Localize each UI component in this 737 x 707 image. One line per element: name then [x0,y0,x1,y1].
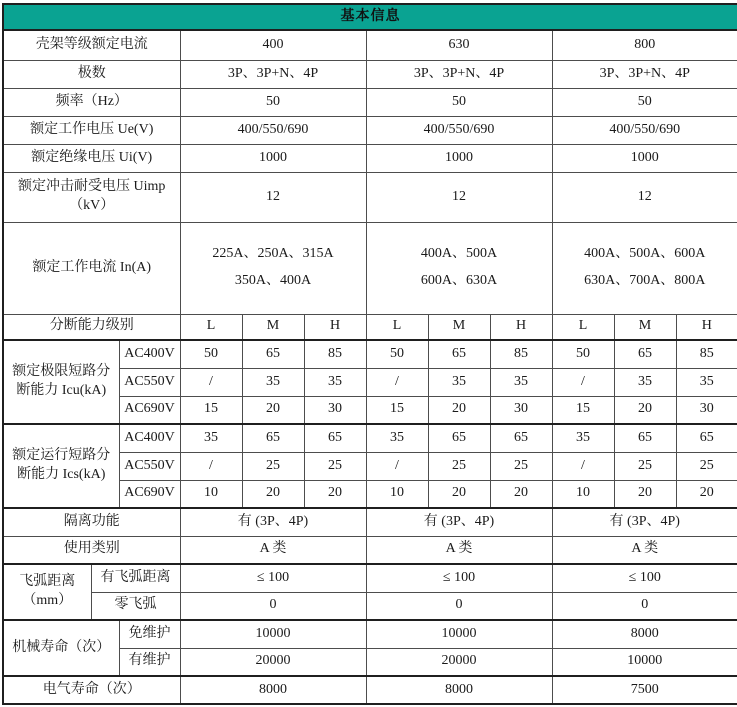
sub-label: AC400V [119,340,180,368]
cell-value: 10 [552,480,614,508]
cell-value: 10000 [552,648,737,676]
row-label: 极数 [3,60,180,88]
cell-value: 85 [304,340,366,368]
cell-value: 35 [614,368,676,396]
cell-value: 50 [552,88,737,116]
cell-value: 10000 [180,620,366,648]
cell-value: 85 [676,340,737,368]
cell-value: 7500 [552,676,737,704]
row-label: 壳架等级额定电流 [3,30,180,60]
cell-value: 8000 [180,676,366,704]
cell-value: 15 [366,396,428,424]
row-label: 额定绝缘电压 Ui(V) [3,144,180,172]
cell-value: 3P、3P+N、4P [366,60,552,88]
row-label: 额定工作电压 Ue(V) [3,116,180,144]
cell-value: 10 [180,480,242,508]
cell-value: H [490,314,552,340]
cell-value: 25 [242,452,304,480]
cell-value: 1000 [552,144,737,172]
cell-value: L [552,314,614,340]
sub-label: 有飞弧距离 [91,564,180,592]
cell-value: M [428,314,490,340]
cell-value: / [552,452,614,480]
cell-value: ≤ 100 [552,564,737,592]
row-label: 使用类别 [3,536,180,564]
row-poles [3,60,737,88]
cell-value: 65 [428,424,490,452]
cell-value: 65 [490,424,552,452]
cell-value: 50 [180,88,366,116]
row-uimp [3,172,737,222]
cell-value: 1000 [180,144,366,172]
row-label: 频率（Hz） [3,88,180,116]
cell-value: 30 [490,396,552,424]
cell-value: 20 [242,480,304,508]
cell-value: 400/550/690 [366,116,552,144]
table-title-row [3,4,737,30]
cell-value: 0 [180,592,366,620]
cell-value: 400/550/690 [552,116,737,144]
cell-value: 65 [676,424,737,452]
value-line: 400A、500A [420,246,498,262]
cell-value: / [180,368,242,396]
row-in-current [3,222,737,314]
cell-value: 20 [242,396,304,424]
row-frame-current [3,30,737,60]
row-frequency [3,88,737,116]
cell-value: H [676,314,737,340]
cell-value: 25 [676,452,737,480]
cell-value: 20 [490,480,552,508]
cell-value: 800 [552,30,737,60]
row-label: 额定工作电流 In(A) [3,222,180,314]
cell-value: 有 (3P、4P) [366,508,552,536]
cell-value: 65 [614,340,676,368]
cell-value: 1000 [366,144,552,172]
value-line: 350A、400A [234,273,312,288]
cell-value: H [304,314,366,340]
cell-value: M [614,314,676,340]
cell-value: 3P、3P+N、4P [180,60,366,88]
cell-value: 12 [366,172,552,222]
row-ics-ac400 [3,424,737,452]
cell-value [552,222,737,314]
cell-value: 有 (3P、4P) [180,508,366,536]
row-category [3,536,737,564]
sub-label: AC400V [119,424,180,452]
row-label: 电气寿命（次） [3,676,180,704]
cell-value: 25 [614,452,676,480]
sub-label: 有维护 [119,648,180,676]
cell-value: 15 [180,396,242,424]
cell-value: 400 [180,30,366,60]
cell-value: 有 (3P、4P) [552,508,737,536]
row-label: 额定极限短路分断能力 Icu(kA) [3,340,119,424]
cell-value: 20 [676,480,737,508]
cell-value: / [366,368,428,396]
cell-value: 35 [242,368,304,396]
cell-value: 20 [428,396,490,424]
cell-value: 3P、3P+N、4P [552,60,737,88]
cell-value: 15 [552,396,614,424]
basic-info-table [2,3,737,705]
cell-value: 20 [614,396,676,424]
row-arc-zero [3,592,737,620]
sub-label: 免维护 [119,620,180,648]
row-label: 分断能力级别 [3,314,180,340]
cell-value: A 类 [552,536,737,564]
cell-value: 35 [676,368,737,396]
row-elec-life [3,676,737,704]
row-isolation [3,508,737,536]
row-icu-ac400 [3,340,737,368]
cell-value: ≤ 100 [180,564,366,592]
cell-value: 85 [490,340,552,368]
value-line: 630A、700A、800A [584,273,706,288]
cell-value: 50 [552,340,614,368]
sub-label: AC690V [119,396,180,424]
sub-label: AC690V [119,480,180,508]
cell-value: 30 [676,396,737,424]
cell-value: 8000 [552,620,737,648]
cell-value: 50 [366,88,552,116]
row-ui [3,144,737,172]
cell-value: 50 [366,340,428,368]
cell-value: 35 [304,368,366,396]
cell-value: 35 [490,368,552,396]
cell-value: 20000 [180,648,366,676]
sub-label: AC550V [119,452,180,480]
cell-value [180,222,366,314]
row-mech-maintfree [3,620,737,648]
cell-value: 25 [304,452,366,480]
cell-value: 20 [614,480,676,508]
cell-value: L [180,314,242,340]
row-label: 额定冲击耐受电压 Uimp（kV） [3,172,180,222]
value-line: 400A、500A、600A [584,246,706,262]
cell-value: 8000 [366,676,552,704]
cell-value: 20000 [366,648,552,676]
cell-value: 35 [180,424,242,452]
cell-value: L [366,314,428,340]
cell-value: A 类 [366,536,552,564]
cell-value: / [180,452,242,480]
row-label: 机械寿命（次） [3,620,119,676]
cell-value: A 类 [180,536,366,564]
cell-value: 35 [428,368,490,396]
cell-value: 25 [490,452,552,480]
cell-value: ≤ 100 [366,564,552,592]
cell-value: / [366,452,428,480]
cell-value: 20 [428,480,490,508]
cell-value: 12 [180,172,366,222]
cell-value: 0 [552,592,737,620]
row-breaking-level [3,314,737,340]
table-title: 基本信息 [3,4,737,30]
value-line: 600A、630A [420,273,498,288]
cell-value: 65 [428,340,490,368]
row-arc-with [3,564,737,592]
cell-value: 0 [366,592,552,620]
row-label: 额定运行短路分断能力 Ics(kA) [3,424,119,508]
value-line: 225A、250A、315A [212,246,334,262]
cell-value: 25 [428,452,490,480]
cell-value [366,222,552,314]
cell-value: 12 [552,172,737,222]
cell-value: 35 [552,424,614,452]
cell-value: 10 [366,480,428,508]
sub-label: AC550V [119,368,180,396]
row-label: 隔离功能 [3,508,180,536]
cell-value: 20 [304,480,366,508]
cell-value: 10000 [366,620,552,648]
cell-value: 65 [304,424,366,452]
sub-label: 零飞弧 [91,592,180,620]
cell-value: 65 [614,424,676,452]
row-ue [3,116,737,144]
cell-value: 400/550/690 [180,116,366,144]
cell-value: 30 [304,396,366,424]
cell-value: 50 [180,340,242,368]
row-label: 飞弧距离（mm） [3,564,91,620]
cell-value: 65 [242,424,304,452]
cell-value: 35 [366,424,428,452]
cell-value: M [242,314,304,340]
cell-value: / [552,368,614,396]
cell-value: 630 [366,30,552,60]
cell-value: 65 [242,340,304,368]
